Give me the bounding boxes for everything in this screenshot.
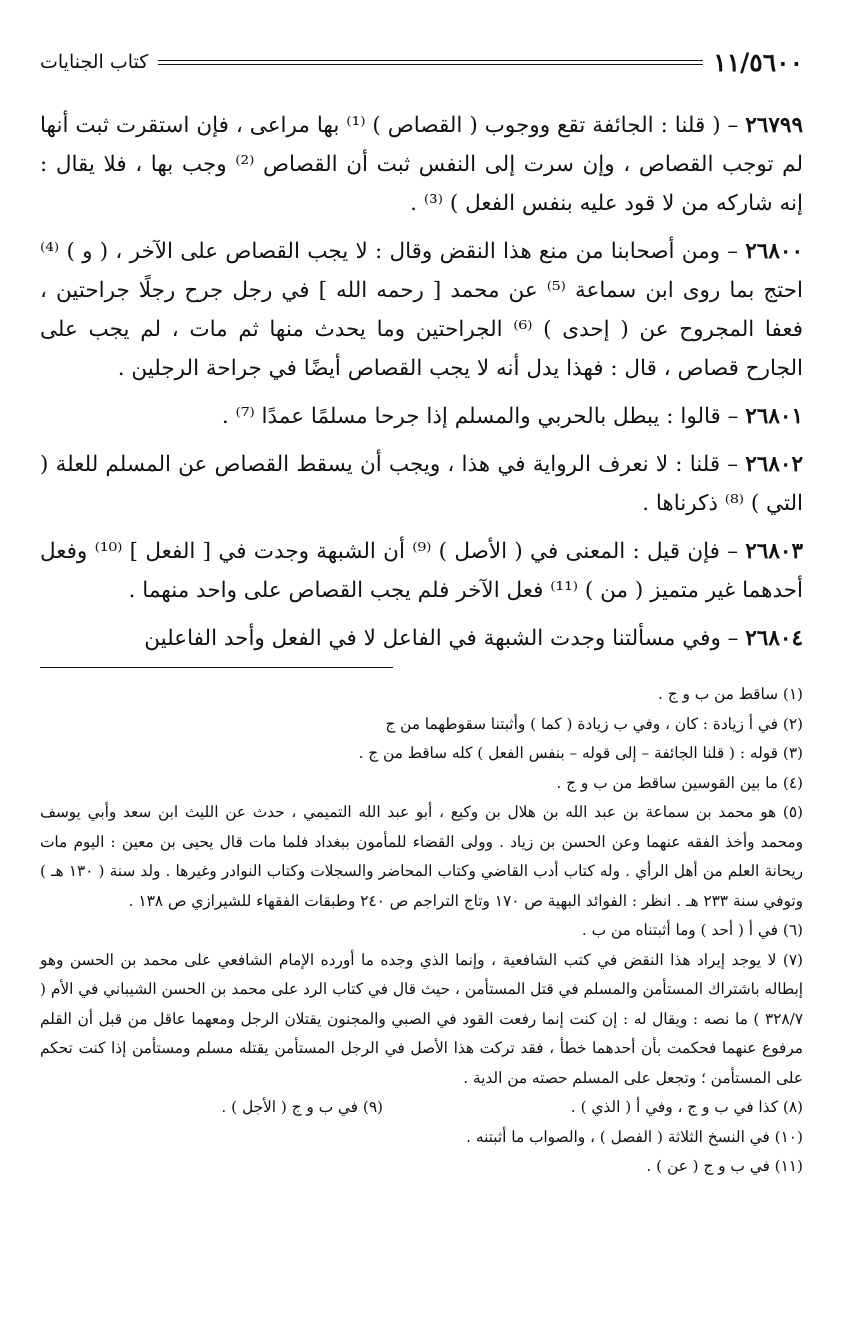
paragraph-number: ٢٦٧٩٩ [745, 113, 803, 138]
footnote: (١١) في ب و ج ( عن ) . [646, 1157, 803, 1175]
volume-page-number: ١١/٥٦٠٠ [713, 47, 803, 77]
paragraph-text: – وفي مسألتنا وجدت الشبهة في الفاعل لا في الفعل وأحد الفاعلين [144, 626, 746, 651]
paragraph-number: ٢٦٨٠١ [745, 404, 803, 429]
footnote: (٥) هو محمد بن سماعة بن عبد الله بن هلال بن وكيع ، أبو عبد الله التميمي ، حدث عن الليث ابن سعد وأبي يوسف ومحمد وأخذ الفقه عنهما وعن الحسن بن زياد . وولى القضاء للمأمون ببغداد فلما مات قال يحيى بن معين : اليوم مات ريحانة العلم من أهل الرأي . وله كتاب أدب القاضي وكتاب المحاضر والسجلات وكتاب النوادر وغيرها . ولد سنة ( ١٣٠ هـ ) وتوفي سنة ٢٣٣ هـ . انظر : الفوائد البهية ص ١٧٠ وتاج التراجم ص ٢٤٠ وطبقات الفقهاء للشيرازي ص ١٣٨ . [40, 803, 803, 910]
paragraph-text: – قالوا : يبطل بالحربي والمسلم إذا جرحا مسلمًا عمدًا ⁽⁷⁾ . [221, 404, 746, 429]
paragraph [40, 532, 803, 610]
paragraph [40, 106, 803, 223]
footnote: (٤) ما بين القوسين ساقط من ب و ج . [556, 773, 803, 792]
footnote: (٨) كذا في ب و ج ، وفي أ ( الذي ) . [570, 1098, 803, 1116]
footnote: (٩) في ب و ج ( الأجل ) . [221, 1098, 383, 1116]
footnote-row [40, 1093, 803, 1123]
footnote: (٣) قوله : ( قلنا الجائفة – إلى قوله – بنفس الفعل ) كله ساقط من ج . [358, 744, 803, 762]
footnote: (٢) في أ زيادة : كان ، وفي ب زيادة ( كما ) وأثبتنا سقوطهما من ج [385, 714, 803, 733]
paragraph-text: – ومن أصحابنا من منع هذا النقض وقال : لا يجب القصاص على الآخر ، ( و ) ⁽⁴⁾ احتج بما روى ابن سماعة ⁽⁵⁾ عن محمد [ رحمه الله ] في رجل جرح رجلًا جراحتين ، فعفا المجروح عن ( إحدى ) ⁽⁶⁾ الجراحتين وما يحدث منها ثم مات ، لم يجب على الجارح قصاص ، قال : فهذا يدل أنه لا يجب القصاص أيضًا في جراحة الرجلين . [40, 239, 803, 381]
paragraph [40, 445, 803, 523]
footnote: (٧) لا يوجد إيراد هذا النقض في كتب الشافعية ، وإنما الذي وجده ما أورده الإمام الشافعي على محمد بن الحسن وهو إبطاله باشتراك المستأمن والمسلم في قتل المستأمن ، حيث قال في كتاب الرد على محمد بن الحسن الشيباني في الأم ( ٣٢٨/٧ ) ما نصه : ويقال له : إن كنت إنما رفعت القود في الصبي والمجنون يقتلان الرجل ومعهما عاقل من قبل أن القلم مرفوع عنهما فحكمت بأن أحدهما خطأ ، فقد تركت هذا الأصل في الرجل المستأمن يقتله مسلم ومستأمن إذا كنت تحكم على المستأمن ؛ وتجعل على المسلم حصته من الدية . [40, 950, 803, 1087]
paragraph-text: – فإن قيل : المعنى في ( الأصل ) ⁽⁹⁾ أن الشبهة وجدت في [ الفعل ] ⁽¹⁰⁾ وفعل أحدهما غير متميز ( من ) ⁽¹¹⁾ فعل الآخر فلم يجب القصاص على واحد منهما . [40, 539, 803, 603]
paragraph [40, 397, 803, 436]
paragraph-number: ٢٦٨٠٣ [745, 539, 803, 564]
footnote: (١٠) في النسخ الثلاثة ( الفصل ) ، والصواب ما أثبتنه . [466, 1127, 803, 1146]
footnote-separator [40, 667, 393, 668]
footnote: (١) ساقط من ب و ج . [657, 685, 803, 703]
footnotes [40, 680, 803, 1182]
paragraph-number: ٢٦٨٠٤ [745, 626, 803, 651]
header-double-rule [158, 60, 703, 65]
book-title: كتاب الجنايات [40, 51, 149, 73]
paragraph-number: ٢٦٨٠٢ [745, 452, 803, 477]
paragraph-number: ٢٦٨٠٠ [745, 239, 803, 264]
running-header [40, 44, 803, 80]
main-text [40, 106, 803, 658]
paragraph [40, 232, 803, 388]
paragraph-text: – ( قلنا : الجائفة تقع ووجوب ( القصاص ) ⁽¹⁾ بها مراعى ، فإن استقرت ثبت أنها لم توجب القصاص ، وإن سرت إلى النفس ثبت أن القصاص ⁽²⁾ وجب بها ، فلا يقال : إنه شاركه من لا قود عليه بنفس الفعل ) ⁽³⁾ . [40, 113, 803, 216]
footnote: (٦) في أ ( أحد ) وما أثبتناه من ب . [581, 921, 803, 939]
paragraph-text: – قلنا : لا نعرف الرواية في هذا ، ويجب أن يسقط القصاص عن المسلم للعلة ( التي ) ⁽⁸⁾ ذكرناها . [40, 452, 803, 516]
paragraph [40, 619, 803, 658]
